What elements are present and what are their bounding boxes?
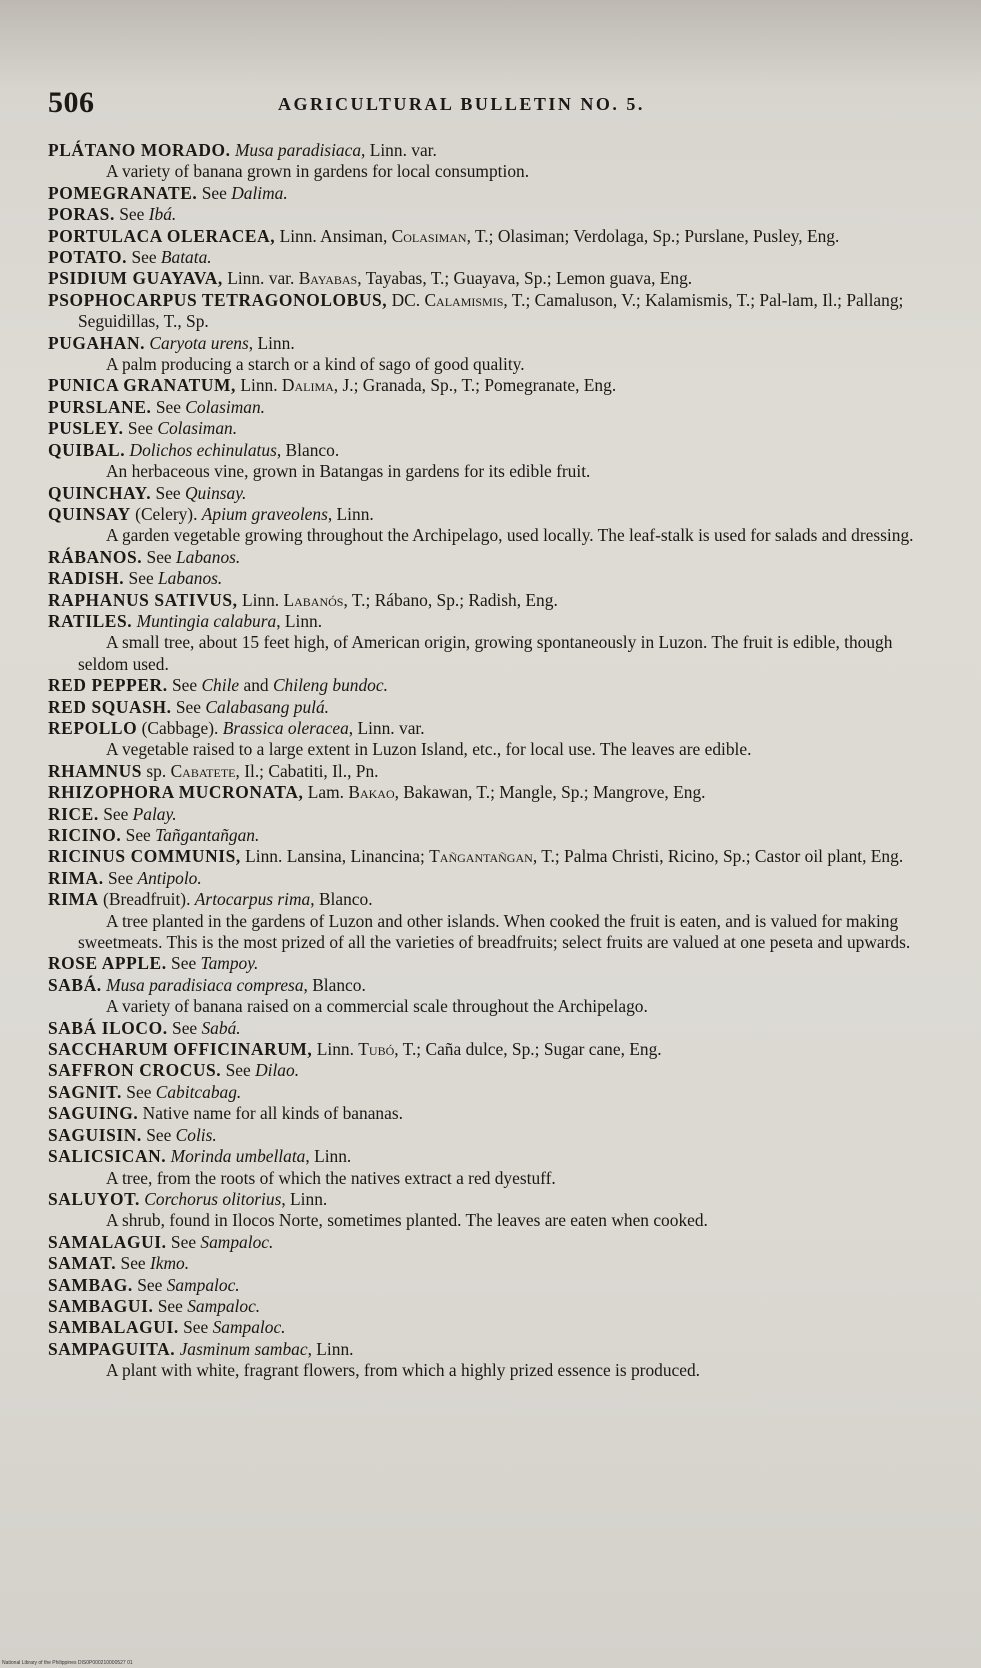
entry-headword: PUGAHAN. bbox=[48, 332, 146, 353]
entry-text: See bbox=[116, 1253, 150, 1274]
entry-smallcaps-term: Bayabas bbox=[298, 268, 358, 289]
entry-heading bbox=[48, 290, 918, 333]
glossary-entry bbox=[48, 418, 918, 439]
glossary-entry bbox=[48, 204, 918, 225]
entry-text: See bbox=[197, 182, 232, 203]
entry-text: (Celery). bbox=[130, 503, 202, 524]
entry-headword: RHIZOPHORA MUCRONATA, bbox=[48, 782, 304, 803]
entry-headword: ROSE APPLE. bbox=[48, 953, 167, 974]
entry-italic-term: Sabá. bbox=[201, 1017, 241, 1038]
entry-text: , T.; Palma Christi, Ricino, Sp.; Castor oil plant, Eng. bbox=[532, 846, 904, 867]
glossary-entry bbox=[48, 247, 918, 268]
entry-headword: QUINSAY bbox=[48, 503, 131, 524]
entry-italic-term: Quinsay. bbox=[184, 482, 247, 503]
entry-heading bbox=[48, 611, 918, 632]
entry-italic-term: Cabitcabag. bbox=[155, 1081, 242, 1102]
entry-headword: PORTULACA OLERACEA, bbox=[48, 225, 276, 246]
glossary-entry bbox=[48, 1275, 918, 1296]
entry-headword: RICINUS COMMUNIS, bbox=[48, 846, 241, 867]
entry-heading bbox=[48, 204, 918, 225]
entry-heading bbox=[48, 1082, 918, 1103]
entry-heading bbox=[48, 953, 918, 974]
glossary-entry bbox=[48, 804, 918, 825]
entry-headword: RICINO. bbox=[48, 825, 122, 845]
entry-text: (Breadfruit). bbox=[98, 889, 195, 910]
entry-headword: RATILES. bbox=[48, 610, 133, 631]
entry-heading bbox=[48, 504, 918, 525]
entry-heading bbox=[48, 247, 918, 268]
entry-italic-term: Chileng bundoc. bbox=[272, 675, 388, 696]
entry-heading bbox=[48, 1103, 918, 1124]
entry-heading bbox=[48, 183, 918, 204]
entry-text: , Il.; Cabatiti, Il., Pn. bbox=[235, 760, 379, 781]
entry-text: , Linn. bbox=[281, 1188, 328, 1209]
glossary-entry bbox=[48, 1082, 918, 1103]
entry-text: , Linn. bbox=[327, 503, 374, 524]
entry-italic-term: Jasminum sambac bbox=[179, 1338, 308, 1359]
entry-heading bbox=[48, 1339, 918, 1360]
glossary-entry bbox=[48, 675, 918, 696]
entry-headword: PSIDIUM GUAYAVA, bbox=[48, 268, 223, 289]
entry-text: , Blanco. bbox=[303, 974, 366, 995]
entry-headword: SALUYOT. bbox=[48, 1188, 140, 1209]
entry-text: See bbox=[167, 1017, 202, 1038]
entry-headword: REPOLLO bbox=[48, 717, 138, 738]
entry-headword: QUIBAL. bbox=[48, 439, 126, 460]
entry-headword: SABÁ ILOCO. bbox=[48, 1017, 168, 1038]
entry-text: sp. bbox=[142, 760, 171, 781]
entry-italic-term: Dilao. bbox=[255, 1060, 300, 1081]
glossary-entry bbox=[48, 718, 918, 761]
entry-description: An herbaceous vine, grown in Batangas in gardens for its edible fruit. bbox=[106, 461, 591, 482]
glossary-entry bbox=[48, 953, 918, 974]
entry-headword: PUNICA GRANATUM, bbox=[48, 375, 237, 396]
glossary-entry bbox=[48, 889, 918, 953]
entry-text: , Bakawan, T.; Mangle, Sp.; Mangrove, Eng. bbox=[394, 782, 706, 803]
entry-heading bbox=[48, 568, 918, 589]
glossary-entry bbox=[48, 183, 918, 204]
entry-text: See bbox=[127, 247, 161, 268]
entry-italic-term: Sampaloc. bbox=[166, 1274, 240, 1295]
entry-text: Linn. Ansiman, bbox=[275, 225, 392, 246]
entry-heading bbox=[48, 1253, 918, 1274]
entry-text: DC. bbox=[387, 289, 425, 310]
entry-description: A palm producing a starch or a kind of sago of good quality. bbox=[106, 354, 525, 375]
glossary-entries bbox=[48, 140, 918, 1382]
entry-text: , T.; Olasiman; Verdolaga, Sp.; Purslane, Pusley, Eng. bbox=[466, 225, 840, 246]
glossary-entry bbox=[48, 1317, 918, 1338]
entry-text: See bbox=[141, 1124, 176, 1145]
glossary-entry bbox=[48, 1232, 918, 1253]
entry-heading bbox=[48, 718, 918, 739]
entry-text: See bbox=[221, 1060, 256, 1081]
entry-text: See bbox=[142, 546, 176, 567]
entry-headword: RED SQUASH. bbox=[48, 696, 172, 717]
entry-italic-term: Corchorus olitorius bbox=[144, 1188, 282, 1209]
entry-heading bbox=[48, 825, 918, 846]
entry-heading bbox=[48, 761, 918, 782]
entry-headword: RED PEPPER. bbox=[48, 675, 168, 696]
entry-text: , Blanco. bbox=[276, 439, 340, 460]
entry-headword: SAGUISIN. bbox=[48, 1124, 142, 1145]
glossary-entry bbox=[48, 611, 918, 675]
entry-headword: SAMBAG. bbox=[48, 1274, 133, 1295]
entry-italic-term: Dolichos echinulatus bbox=[129, 439, 277, 460]
entry-headword: PURSLANE. bbox=[48, 396, 152, 417]
entry-text: See bbox=[123, 418, 158, 439]
entry-text: See bbox=[124, 568, 159, 589]
entry-text: See bbox=[98, 803, 133, 824]
entry-text: Linn. bbox=[312, 1039, 359, 1060]
entry-text: Linn. bbox=[236, 375, 282, 396]
glossary-entry bbox=[48, 590, 918, 611]
entry-italic-term: Ikmo. bbox=[149, 1253, 190, 1274]
entry-text: , Linn. bbox=[248, 332, 295, 353]
entry-heading bbox=[48, 440, 918, 461]
entry-smallcaps-term: Labanós bbox=[283, 589, 344, 610]
entry-italic-term: Sampaloc. bbox=[187, 1295, 261, 1316]
entry-text: See bbox=[171, 696, 206, 717]
entry-text: See bbox=[167, 675, 202, 696]
entry-headword: SABÁ. bbox=[48, 974, 102, 995]
entry-heading bbox=[48, 675, 918, 696]
entry-headword: RADISH. bbox=[48, 568, 125, 589]
glossary-entry bbox=[48, 483, 918, 504]
glossary-entry bbox=[48, 226, 918, 247]
entry-italic-term: Tañgantañgan. bbox=[155, 825, 260, 845]
entry-text: Linn. Lansina, Linancina; bbox=[240, 846, 430, 867]
entry-heading bbox=[48, 590, 918, 611]
glossary-entry bbox=[48, 1125, 918, 1146]
entry-text: , Linn. bbox=[307, 1338, 354, 1359]
entry-text: Linn. var. bbox=[222, 268, 299, 289]
glossary-entry bbox=[48, 782, 918, 803]
entry-headword: PUSLEY. bbox=[48, 418, 124, 439]
entry-italic-term: Sampaloc. bbox=[200, 1231, 274, 1252]
glossary-entry bbox=[48, 375, 918, 396]
entry-description: A vegetable raised to a large extent in Luzon Island, etc., for local use. The leaves are edible. bbox=[106, 739, 752, 760]
entry-text: Native name for all kinds of bananas. bbox=[138, 1103, 403, 1124]
entry-italic-term: Artocarpus rima bbox=[194, 889, 311, 910]
entry-italic-term: Calabasang pulá. bbox=[205, 696, 330, 717]
entry-description: A tree planted in the gardens of Luzon and other islands. When cooked the fruit is eaten, and is valued for making sweetmeats. This is the most prized of all the varieties of breadfruits; select fruits are valued at one peseta and upwards. bbox=[78, 910, 911, 953]
glossary-entry bbox=[48, 397, 918, 418]
entry-headword: SAMALAGUI. bbox=[48, 1231, 167, 1252]
page-header bbox=[48, 86, 928, 126]
entry-heading bbox=[48, 1296, 918, 1317]
entry-text: (Cabbage). bbox=[137, 717, 223, 738]
entry-italic-term: Tampoy. bbox=[200, 953, 259, 974]
entry-headword: POMEGRANATE. bbox=[48, 182, 198, 203]
entry-heading bbox=[48, 140, 918, 161]
entry-italic-term: Colis. bbox=[175, 1124, 217, 1145]
glossary-entry bbox=[48, 1060, 918, 1081]
entry-text: , J.; Granada, Sp., T.; Pomegranate, Eng. bbox=[333, 375, 617, 396]
entry-text: , T.; Rábano, Sp.; Radish, Eng. bbox=[343, 589, 558, 610]
entry-heading bbox=[48, 804, 918, 825]
entry-heading bbox=[48, 846, 918, 867]
entry-italic-term: Ibá. bbox=[148, 204, 177, 225]
entry-italic-term: Chile bbox=[201, 675, 240, 696]
entry-text: and bbox=[239, 675, 273, 696]
entry-heading bbox=[48, 1039, 918, 1060]
entry-description: A small tree, about 15 feet high, of American origin, growing spontaneously in Luzon. The fruit is edible, though seldom used. bbox=[78, 632, 893, 674]
scan-footer-mark: National Library of the Philippines DIS0P000210000527 01 bbox=[2, 1660, 133, 1666]
entry-headword: PLÁTANO MORADO. bbox=[48, 140, 231, 160]
entry-text: , Blanco. bbox=[310, 889, 373, 910]
entry-text: , T.; Camaluson, V.; Kalamismis, T.; Pal-lam, Il.; Pallang; Seguidillas, T., Sp. bbox=[78, 289, 904, 332]
entry-heading bbox=[48, 782, 918, 803]
entry-text: Lam. bbox=[303, 782, 349, 803]
entry-headword: RHAMNUS bbox=[48, 760, 143, 781]
glossary-entry bbox=[48, 268, 918, 289]
glossary-entry bbox=[48, 1339, 918, 1382]
entry-headword: SAFFRON CROCUS. bbox=[48, 1060, 222, 1081]
glossary-entry bbox=[48, 1103, 918, 1124]
glossary-entry bbox=[48, 568, 918, 589]
entry-smallcaps-term: Cabatete bbox=[170, 760, 236, 781]
entry-headword: RIMA. bbox=[48, 867, 104, 888]
entry-text: See bbox=[103, 867, 138, 888]
entry-italic-term: Labanos. bbox=[158, 568, 223, 589]
glossary-entry bbox=[48, 1189, 918, 1232]
glossary-entry bbox=[48, 440, 918, 483]
entry-text: , Linn. bbox=[276, 610, 323, 631]
entry-headword: RÁBANOS. bbox=[48, 546, 143, 567]
entry-text: See bbox=[114, 204, 149, 225]
entry-smallcaps-term: Dalima bbox=[281, 375, 334, 396]
entry-heading bbox=[48, 1060, 918, 1081]
glossary-entry bbox=[48, 333, 918, 376]
entry-italic-term: Colasiman. bbox=[185, 396, 266, 417]
entry-italic-term: Colasiman. bbox=[157, 418, 238, 439]
entry-italic-term: Antipolo. bbox=[137, 867, 202, 888]
entry-headword: SALICSICAN. bbox=[48, 1146, 167, 1167]
entry-description: A garden vegetable growing throughout the Archipelago, used locally. The leaf-stalk is used for salads and dressing. bbox=[106, 525, 914, 546]
entry-description: A shrub, found in Ilocos Norte, sometimes planted. The leaves are eaten when cooked. bbox=[106, 1210, 708, 1231]
entry-headword: QUINCHAY. bbox=[48, 482, 152, 503]
entry-italic-term: Caryota urens bbox=[149, 332, 249, 353]
entry-smallcaps-term: Colasiman bbox=[391, 225, 467, 246]
entry-text: See bbox=[132, 1274, 167, 1295]
entry-text: See bbox=[121, 1081, 156, 1102]
entry-description: A tree, from the roots of which the natives extract a red dyestuff. bbox=[106, 1167, 556, 1188]
entry-headword: RIMA bbox=[48, 889, 99, 910]
entry-headword: RICE. bbox=[48, 803, 99, 824]
glossary-entry bbox=[48, 1146, 918, 1189]
entry-heading bbox=[48, 268, 918, 289]
running-title: AGRICULTURAL BULLETIN NO. 5. bbox=[278, 94, 645, 114]
entry-heading bbox=[48, 1146, 918, 1167]
entry-italic-term: Morinda umbellata bbox=[170, 1146, 306, 1167]
entry-text: See bbox=[153, 1295, 188, 1316]
entry-italic-term: Batata. bbox=[160, 247, 212, 268]
entry-description: A variety of banana grown in gardens for local consumption. bbox=[106, 161, 530, 182]
entry-text: Linn. bbox=[237, 589, 284, 610]
entry-smallcaps-term: Calamismis bbox=[424, 289, 504, 310]
entry-text: See bbox=[166, 1231, 201, 1252]
entry-italic-term: Sampaloc. bbox=[212, 1317, 286, 1338]
entry-heading bbox=[48, 226, 918, 247]
entry-italic-term: Musa paradisiaca bbox=[234, 140, 362, 160]
entry-italic-term: Brassica oleracea bbox=[222, 717, 349, 738]
glossary-entry bbox=[48, 1018, 918, 1039]
entry-heading bbox=[48, 333, 918, 354]
glossary-entry bbox=[48, 1296, 918, 1317]
entry-heading bbox=[48, 1189, 918, 1210]
glossary-entry bbox=[48, 761, 918, 782]
entry-headword: SACCHARUM OFFICINARUM, bbox=[48, 1039, 313, 1060]
glossary-entry bbox=[48, 697, 918, 718]
entry-heading bbox=[48, 1125, 918, 1146]
entry-heading bbox=[48, 397, 918, 418]
entry-smallcaps-term: Tañgantañgan bbox=[429, 846, 533, 867]
entry-text: See bbox=[166, 953, 201, 974]
entry-italic-term: Dalima. bbox=[231, 182, 288, 203]
glossary-entry bbox=[48, 140, 918, 183]
entry-heading bbox=[48, 868, 918, 889]
entry-heading bbox=[48, 975, 918, 996]
entry-smallcaps-term: Bakao bbox=[348, 782, 395, 803]
entry-smallcaps-term: Tubó bbox=[358, 1039, 395, 1060]
glossary-entry bbox=[48, 290, 918, 333]
glossary-entry bbox=[48, 846, 918, 867]
entry-text: , Linn. var. bbox=[348, 717, 425, 738]
entry-heading bbox=[48, 1018, 918, 1039]
entry-heading bbox=[48, 483, 918, 504]
entry-text: See bbox=[151, 482, 185, 503]
entry-text: See bbox=[151, 396, 186, 417]
entry-heading bbox=[48, 1275, 918, 1296]
glossary-entry bbox=[48, 547, 918, 568]
entry-heading bbox=[48, 547, 918, 568]
glossary-entry bbox=[48, 975, 918, 1018]
glossary-entry bbox=[48, 868, 918, 889]
entry-headword: SAMBAGUI. bbox=[48, 1295, 154, 1316]
entry-headword: PSOPHOCARPUS TETRAGONOLOBUS, bbox=[48, 289, 388, 310]
entry-text: See bbox=[178, 1317, 213, 1338]
glossary-entry bbox=[48, 1039, 918, 1060]
entry-italic-term: Musa paradisiaca compresa bbox=[106, 974, 304, 995]
entry-italic-term: Muntingia calabura bbox=[136, 610, 277, 631]
entry-italic-term: Apium graveolens bbox=[201, 503, 328, 524]
page-number: 506 bbox=[48, 86, 95, 119]
entry-text: , T.; Caña dulce, Sp.; Sugar cane, Eng. bbox=[394, 1039, 662, 1060]
entry-headword: SAMBALAGUI. bbox=[48, 1317, 179, 1338]
entry-headword: PORAS. bbox=[48, 204, 115, 225]
entry-text: See bbox=[121, 825, 156, 845]
entry-text: , Linn. var. bbox=[361, 140, 437, 160]
entry-headword: SAMPAGUITA. bbox=[48, 1338, 176, 1359]
entry-italic-term: Palay. bbox=[132, 803, 177, 824]
entry-heading bbox=[48, 1317, 918, 1338]
entry-headword: SAGUING. bbox=[48, 1103, 139, 1124]
entry-text: , Linn. bbox=[305, 1146, 352, 1167]
glossary-entry bbox=[48, 825, 918, 846]
entry-headword: SAMAT. bbox=[48, 1253, 117, 1274]
entry-heading bbox=[48, 418, 918, 439]
entry-description: A variety of banana raised on a commercial scale throughout the Archipelago. bbox=[106, 996, 648, 1017]
entry-text: , Tayabas, T.; Guayava, Sp.; Lemon guava, Eng. bbox=[357, 268, 693, 289]
entry-headword: RAPHANUS SATIVUS, bbox=[48, 589, 238, 610]
entry-heading bbox=[48, 889, 918, 910]
glossary-entry bbox=[48, 1253, 918, 1274]
entry-heading bbox=[48, 1232, 918, 1253]
entry-description: A plant with white, fragrant flowers, from which a highly prized essence is produced. bbox=[106, 1360, 701, 1381]
entry-headword: SAGNIT. bbox=[48, 1081, 122, 1102]
entry-italic-term: Labanos. bbox=[176, 546, 241, 567]
entry-headword: POTATO. bbox=[48, 247, 128, 268]
entry-heading bbox=[48, 697, 918, 718]
glossary-entry bbox=[48, 504, 918, 547]
entry-heading bbox=[48, 375, 918, 396]
